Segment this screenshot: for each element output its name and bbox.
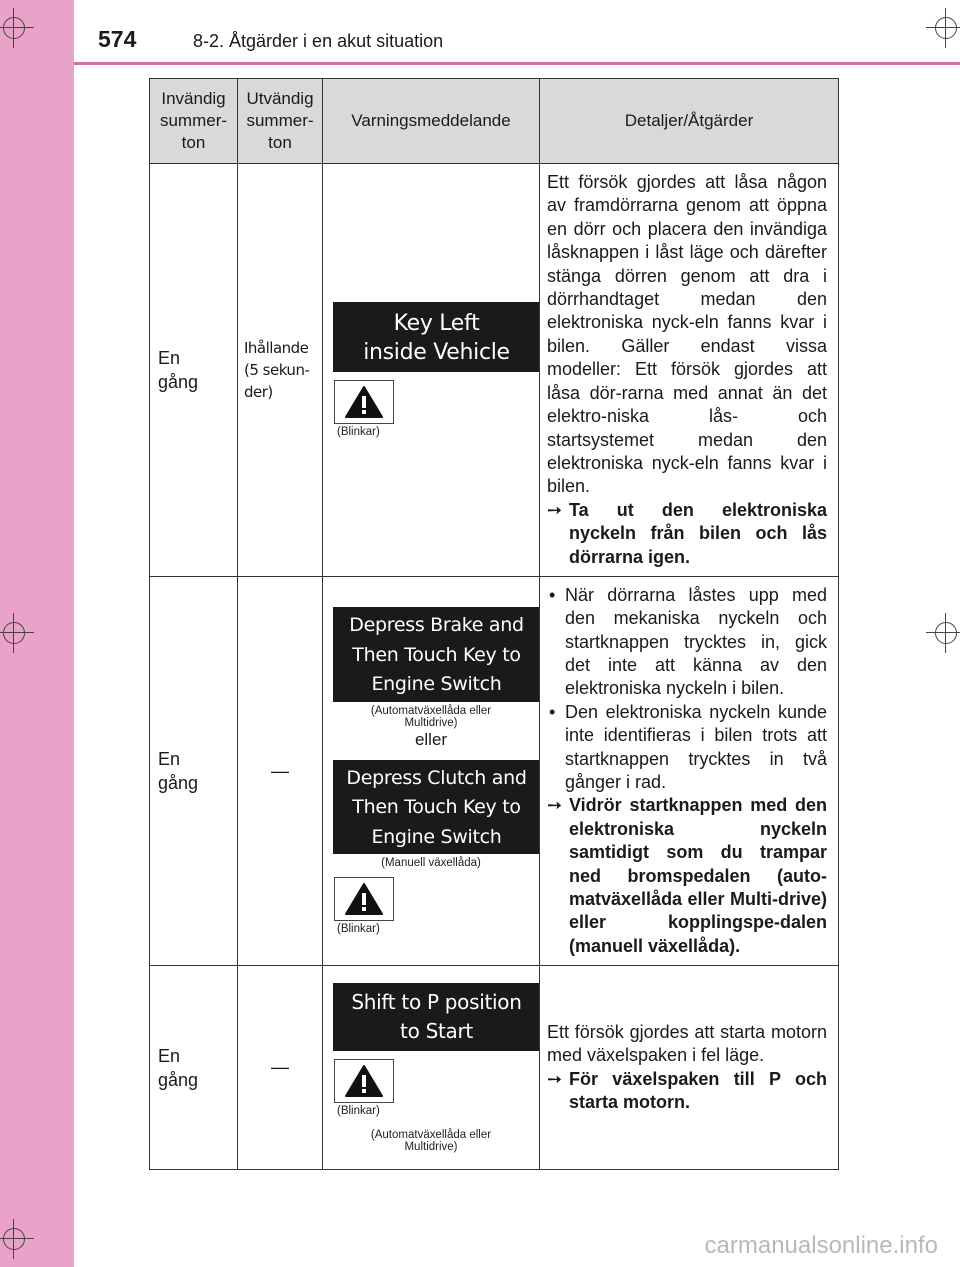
details-cell xyxy=(540,164,839,577)
header-rule xyxy=(74,62,960,65)
outside-buzzer-cell: Ihållande (5 sekun- der) xyxy=(238,164,323,577)
details-text: Ett försök gjordes att låsa någon av framdörrarna genom att öppna en dörr och placera den invändiga låsknappen i låst läge och därefter stänga dörren genom att dra i dörrhandtaget medan den elektroniska nyck-eln fanns kvar i bilen. Gäller endast vissa modeller: Ett försök gjordes att låsa dör-rarna med annat än det elektro-niska lås- och startsystemet medan den elektroniska nyck-eln fanns kvar i bilen. xyxy=(547,172,827,497)
caption-automatic: (Automatväxellåda eller Multidrive) xyxy=(370,704,492,729)
or-label: eller xyxy=(414,729,448,749)
page-number: 574 xyxy=(98,26,137,52)
warning-message-cell xyxy=(323,966,540,1170)
inside-buzzer-cell: En gång xyxy=(150,966,238,1170)
bullet-item: • När dörrarna låstes upp med den mekaniska nyckeln och startknappen trycktes in, gick det inte att känna av den elektroniska nyckeln i bilen. xyxy=(549,584,827,699)
crop-mark-icon xyxy=(0,14,28,42)
header-warning-message: Varningsmeddelande xyxy=(323,79,540,164)
warning-message-cell xyxy=(323,164,540,577)
display-message-auto: Depress Brake and Then Touch Key to Engine Switch xyxy=(333,607,540,702)
details-cell xyxy=(540,577,839,966)
table-row xyxy=(150,577,839,966)
table-row xyxy=(150,164,839,577)
table-row xyxy=(150,966,839,1170)
table-header-row xyxy=(150,79,839,164)
warning-triangle-icon xyxy=(334,380,394,424)
header-inside-buzzer: Invändig summer- ton xyxy=(150,79,238,164)
warning-triangle-icon xyxy=(334,1059,394,1103)
header-details: Detaljer/Åtgärder xyxy=(540,79,839,164)
arrow-right-icon: ➙ xyxy=(547,1068,563,1089)
blink-label: (Blinkar) xyxy=(337,1104,380,1117)
action-text: ➙ För växelspaken till P och starta motorn. xyxy=(547,1068,827,1112)
watermark: carmanualsonline.info xyxy=(704,1232,938,1259)
warning-table xyxy=(149,78,839,1170)
header-outside-buzzer: Utvändig summer- ton xyxy=(238,79,323,164)
caption-automatic: (Automatväxellåda eller Multidrive) xyxy=(370,1128,492,1153)
blink-label: (Blinkar) xyxy=(337,426,380,438)
crop-mark-icon xyxy=(932,14,960,42)
outside-buzzer-cell: — xyxy=(238,577,323,966)
inside-buzzer-cell: En gång xyxy=(150,164,238,577)
arrow-right-icon: ➙ xyxy=(547,499,563,520)
outside-buzzer-cell: — xyxy=(238,966,323,1170)
blink-label: (Blinkar) xyxy=(337,923,380,935)
display-message: Shift to P position to Start xyxy=(333,983,540,1051)
crop-mark-icon xyxy=(932,619,960,647)
details-text: Ett försök gjordes att starta motorn med växelspaken i fel läge. xyxy=(547,1021,827,1066)
display-message-manual: Depress Clutch and Then Touch Key to Engine Switch xyxy=(333,760,540,855)
bullet-item: • Den elektroniska nyckeln kunde inte identifieras i bilen trots att startknappen trycktes in två gånger i rad. xyxy=(549,701,827,792)
warning-message-cell xyxy=(323,577,540,966)
details-cell xyxy=(540,966,839,1170)
action-text: ➙ Vidrör startknappen med den elektroniska nyckeln samtidigt som du trampar ned bromspedalen (auto-matväxellåda eller Multi-drive) eller kopplingspe-dalen (manuell växellåda). xyxy=(547,795,827,956)
action-text: ➙ Ta ut den elektroniska nyckeln från bilen och lås dörrarna igen. xyxy=(547,499,827,567)
crop-mark-icon xyxy=(0,1225,28,1253)
crop-mark-icon xyxy=(0,619,28,647)
inside-buzzer-cell: En gång xyxy=(150,577,238,966)
warning-triangle-icon xyxy=(334,877,394,921)
arrow-right-icon: ➙ xyxy=(547,795,563,816)
section-title: 8-2. Åtgärder i en akut situation xyxy=(193,31,444,51)
display-message: Key Left inside Vehicle xyxy=(333,302,540,372)
caption-manual: (Manuell växellåda) xyxy=(381,857,481,869)
